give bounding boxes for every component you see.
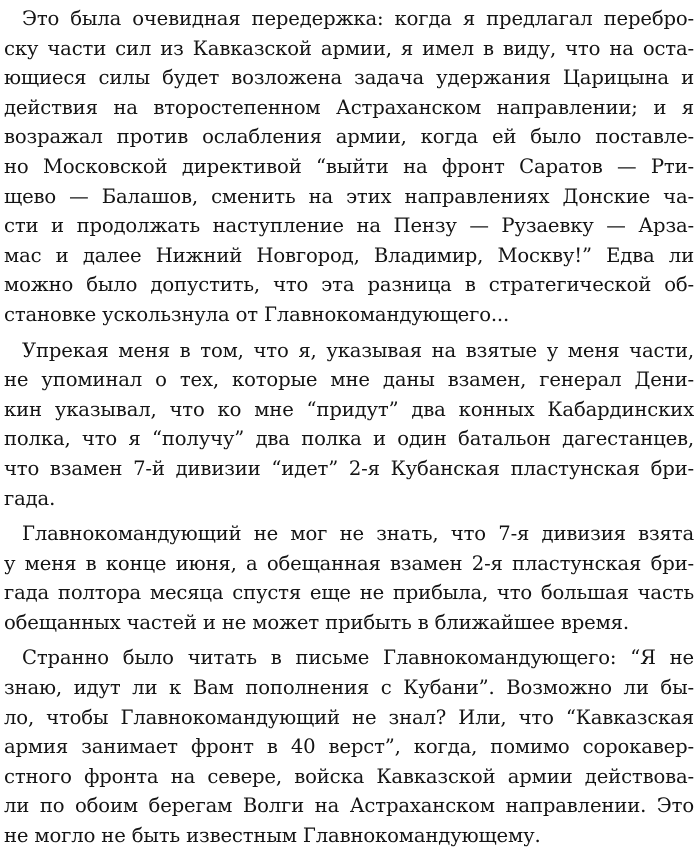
text-line: гада. [4, 486, 56, 510]
paragraph-2 [4, 336, 694, 514]
text-line: мас и далее Нижний Новгород, Владимир, Москву!” Едва ли [4, 243, 694, 267]
paragraph-1 [4, 4, 694, 330]
text-line: ло, чтобы Главнокомандующий не знал? Или, что “Кавказская [4, 705, 694, 729]
text-line: обещанных частей и не может прибыть в ближайшее время. [4, 610, 629, 634]
text-line: армия занимает фронт в 40 верст”, когда, помимо сорокавер- [4, 735, 694, 759]
text-line: становке ускользнула от Главнокомандующего... [4, 302, 510, 326]
paragraph-4 [4, 643, 694, 850]
text-line: гада полтора месяца спустя еще не прибыла, что большая часть [4, 581, 694, 605]
text-line: можно было допустить, что эта разница в стратегической об- [4, 273, 694, 297]
text-line: кин указывал, что ко мне “придут” два конных Кабардинских [4, 397, 694, 421]
text-line: Главнокомандующий не мог не знать, что 7-я дивизия взята [22, 522, 694, 546]
text-line: что взамен 7-й дивизии “идет” 2-я Кубанская пластунская бри- [4, 456, 694, 480]
text-line: ску части сил из Кавказской армии, я имел в виду, что на оста- [4, 36, 694, 60]
text-line: стного фронта на севере, войска Кавказской армии действова- [4, 764, 694, 788]
text-line: ли по обоим берегам Волги на Астраханском направлении. Это [4, 794, 694, 818]
text-line: Странно было читать в письме Главнокомандующего: “Я не [22, 646, 694, 670]
text-line: у меня в конце июня, а обещанная взамен 2-я пластунская бри- [4, 551, 694, 575]
text-line: Это была очевидная передержка: когда я предлагал перебро- [22, 7, 694, 30]
text-line: полка, что я “получу” два полка и один батальон дагестанцев, [4, 427, 694, 451]
text-line: знаю, идут ли к Вам пополнения с Кубани”. Возможно ли бы- [4, 676, 694, 700]
text-line: Упрекая меня в том, что я, указывая на взятые у меня части, [22, 338, 694, 362]
text-line: но Московской директивой “выйти на фронт Саратов — Рти- [4, 154, 694, 178]
text-line: ющиеся силы будет возложена задача удержания Царицына и [4, 66, 694, 90]
text-line: сти и продолжать наступление на Пензу — Рузаевку — Арза- [4, 214, 694, 238]
text-line: не упоминал о тех, которые мне даны взамен, генерал Дени- [4, 368, 694, 392]
text-line: щево — Балашов, сменить на этих направлениях Донские ча- [4, 184, 694, 208]
text-line: действия на второстепенном Астраханском направлении; и я [4, 95, 694, 119]
paragraph-3 [4, 519, 694, 637]
text-line: возражал против ослабления армии, когда ей было поставле- [4, 125, 694, 149]
text-line: не могло не быть известным Главнокомандующему. [4, 824, 541, 848]
